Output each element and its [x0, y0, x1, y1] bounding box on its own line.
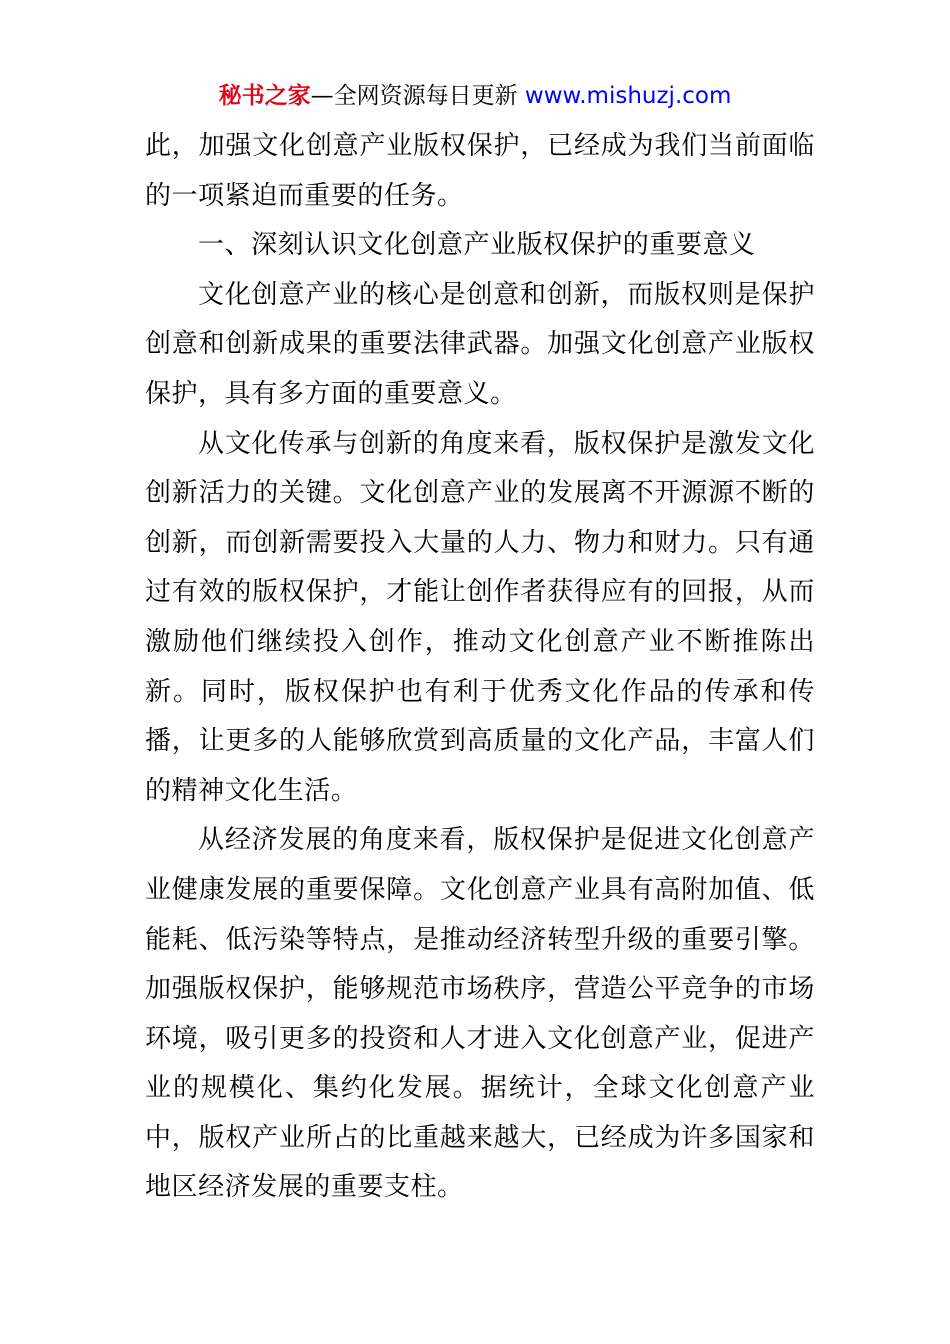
brand-name: 秘书之家: [218, 83, 311, 109]
site-header: [0, 80, 950, 112]
paragraph-core-significance: 文化创意产业的核心是创意和创新，而版权则是保护创意和创新成果的重要法律武器。加强文化创意产业版权保护，具有多方面的重要意义。: [145, 279, 815, 409]
header-tagline: —全网资源每日更新: [310, 83, 518, 109]
paragraph-continuation: 此，加强文化创意产业版权保护，已经成为我们当前面临的一项紧迫而重要的任务。: [145, 131, 815, 211]
section-heading: 一、深刻认识文化创意产业版权保护的重要意义: [198, 230, 756, 261]
paragraph-economic-perspective: 从经济发展的角度来看，版权保护是促进文化创意产业健康发展的重要保障。文化创意产业具有高附加值、低能耗、低污染等特点，是推动经济转型升级的重要引擎。加强版权保护，能够规范市场秩序，营造公平竞争的市场环境，吸引更多的投资和人才进入文化创意产业，促进产业的规模化、集约化发展。据统计，全球文化创意产业中，版权产业所占的比重越来越大，已经成为许多国家和地区经济发展的重要支柱。: [145, 825, 815, 1203]
site-url-link[interactable]: www.mishuzj.com: [524, 83, 732, 109]
paragraph-cultural-perspective: 从文化传承与创新的角度来看，版权保护是激发文化创新活力的关键。文化创意产业的发展离不开源源不断的创新，而创新需要投入大量的人力、物力和财力。只有通过有效的版权保护，才能让创作者获得应有的回报，从而激励他们继续投入创作，推动文化创意产业不断推陈出新。同时，版权保护也有利于优秀文化作品的传承和传播，让更多的人能够欣赏到高质量的文化产品，丰富人们的精神文化生活。: [145, 428, 815, 806]
article-body: [145, 122, 815, 1213]
